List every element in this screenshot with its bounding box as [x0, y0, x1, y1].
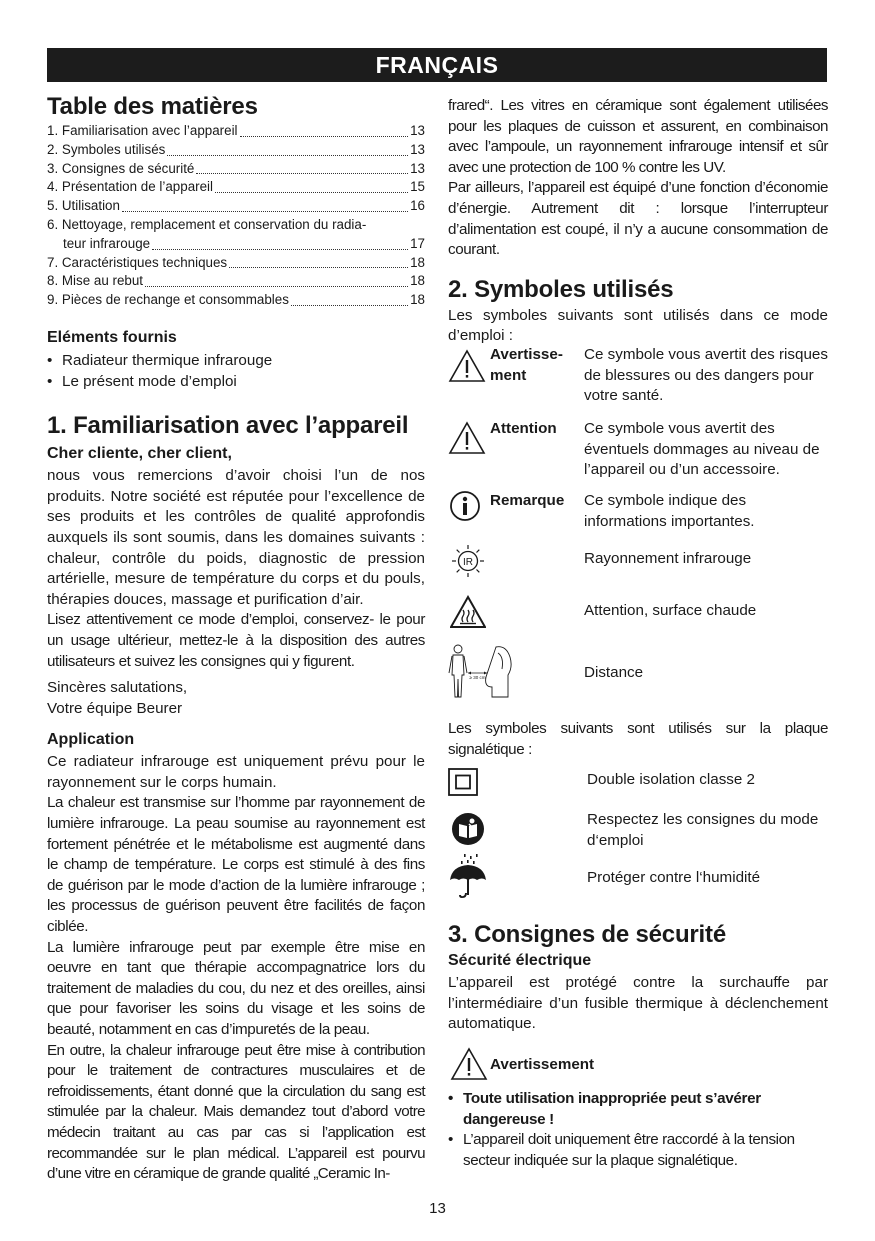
symbol-description: Ce symbole vous avertit des risques de blessures ou des dangers pour votre santé. — [584, 345, 828, 405]
electrical-safety-title: Sécurité électrique — [448, 952, 592, 970]
symbol-row-note — [448, 491, 828, 549]
warning-triangle-icon — [450, 1047, 488, 1086]
symbol-row-attention — [448, 419, 828, 491]
symbols-intro: Les symboles suivants sont utilisés dans ce mode d’emploi : — [448, 306, 828, 345]
symbol-row-infrared — [448, 549, 828, 601]
umbrella-icon — [448, 852, 488, 907]
section1-title: 1. Familiarisation avec l’appareil — [47, 412, 409, 440]
supplied-title: Eléments fournis — [47, 328, 177, 346]
application-paragraph: La chaleur est transmise sur l’homme par rayonnement de lumière infrarouge. La peau soumise au rayonnement est fortement pénétrée et le métabolisme est augmenté dans le champ de température. Le corps est stimulé à des fins de guérison par le mode d’action de la lumière infrarouge ; les processus de guérison peuvent être facilités de façon ciblée. — [47, 794, 425, 936]
info-icon — [449, 490, 481, 527]
toc-item[interactable]: 2. Symboles utilisés 13 — [47, 141, 425, 157]
toc-title: Table des matières — [47, 93, 258, 120]
distance-icon-text: ≥ 30 cm — [469, 674, 486, 680]
symbol-row-distance — [448, 665, 828, 725]
warning-triangle-icon — [448, 349, 486, 388]
symbol-label: Remarque — [490, 491, 565, 509]
symbol-label: Attention — [490, 419, 557, 437]
caution-triangle-icon — [448, 421, 486, 460]
infrared-icon — [450, 543, 486, 584]
symbol-description: Distance — [584, 663, 644, 681]
plate-symbol-row — [448, 768, 828, 812]
symbol-description: Double isolation classe 2 — [587, 771, 756, 789]
toc-item-continued[interactable]: teur infrarouge 17 — [63, 235, 425, 251]
symbol-description: Protéger contre l‘humidité — [587, 869, 761, 887]
toc-item[interactable]: 5. Utilisation 16 — [47, 198, 425, 214]
symbol-description: Attention, surface chaude — [584, 601, 757, 619]
toc-item[interactable]: 1. Familiarisation avec l’appareil 13 — [47, 123, 425, 138]
warning-label: Avertissement — [490, 1055, 595, 1073]
warning-heading — [448, 1049, 828, 1089]
plate-symbols-intro: Les symboles suivants sont utilisés sur la plaque signalétique : — [448, 719, 828, 758]
symbol-description: Rayonnement infrarouge — [584, 549, 752, 567]
symbol-description: Respectez les consignes du mode d‘emploi — [587, 811, 819, 849]
right-column — [448, 96, 828, 1171]
application-paragraph: En outre, la chaleur infrarouge peut être mise à contribution pour le traitement de contractures musculaires et de refroidissements, étant donné que la circulation du sang est stimulée par la chaleur. Mais demandez tout d’abord votre médecin traitant au cas par cas si l’application est recommandée sur le plan médical. L’appareil est pourvu d’une vitre en céramique de grande qualité „Ceramic In- — [47, 1041, 425, 1183]
toc-item[interactable]: 7. Caractéristiques techniques 18 — [47, 254, 425, 270]
symbol-description: Ce symbole vous avertit des éventuels dommages au niveau de l’appareil ou d’un accessoire. — [584, 419, 820, 479]
table-of-contents — [47, 122, 425, 310]
section2-title: 2. Symboles utilisés — [448, 275, 674, 303]
left-column — [47, 92, 425, 1185]
supplied-list — [47, 351, 425, 392]
warning-list — [448, 1089, 828, 1171]
page-number: 13 — [429, 1200, 446, 1217]
toc-item[interactable]: 6. Nettoyage, remplacement et conservation du radia- — [47, 216, 367, 232]
language-banner: FRANÇAIS — [47, 48, 827, 82]
read-manual-icon — [451, 812, 485, 851]
plate-symbol-row — [448, 870, 828, 926]
plate-symbol-row — [448, 812, 828, 870]
application-paragraph: Ce radiateur infrarouge est uniquement prévu pour le rayonnement sur le corps humain. — [47, 753, 425, 791]
application-title: Application — [47, 731, 135, 749]
infrared-icon-text: IR — [463, 556, 473, 568]
toc-item[interactable]: 3. Consignes de sécurité 13 — [47, 160, 425, 176]
toc-item[interactable]: 8. Mise au rebut 18 — [47, 273, 425, 289]
continued-paragraph: Par ailleurs, l’appareil est équipé d’une fonction d’économie d’énergie. Autrement dit : lorsque l’interrupteur d’alimentation est coupé, il n’y a aucune consommation de courant. — [448, 179, 828, 259]
section3-title: 3. Consignes de sécurité — [448, 921, 726, 949]
double-insulation-icon — [448, 768, 478, 801]
continued-paragraph: frared“. Les vitres en céramique sont également utilisées pour les plaques de cuisson et assurent, en combinaison avec l’ampoule, un rayonnement infrarouge intensif et sûr avec une protection de 100 % contre les UV. — [448, 97, 828, 176]
toc-item[interactable]: 4. Présentation de l’appareil 15 — [47, 179, 425, 195]
hot-surface-icon — [450, 595, 486, 634]
application-paragraph: La lumière infrarouge peut par exemple être mise en oeuvre en tant que thérapie accompagnatrice lors du traitement de maladies du cou, du nez et des oreilles, ainsi que pour favoriser les soins du visage et les soins de beauté, notamment en cas d’impuretés de la peau. — [47, 938, 425, 1038]
symbol-row-warning — [448, 347, 828, 419]
read-paragraph: Lisez attentivement ce mode d’emploi, conservez- le pour un usage ultérieur, mettez-le à la disposition des autres utilisateurs et suivez les consignes qui y figurent. — [47, 611, 425, 670]
intro-paragraph: nous vous remercions d’avoir choisi l’un de nos produits. Notre société est réputée pour l’excellence de ses produits et les contrôles de qualité approfondis auxquels ils sont soumis, dans les domaines suivants : chaleur, contrôle du poids, diagnostic de pression artérielle, mesure de température du corps et du pouls, thérapies douces, massage et purification d’air. — [47, 467, 425, 608]
symbol-description: Ce symbole indique des informations importantes. — [584, 491, 755, 530]
list-item: • Le présent mode d’emploi — [47, 372, 425, 393]
symbol-label: Avertisse- ment — [490, 345, 563, 384]
regards: Sincères salutations, — [47, 679, 188, 697]
distance-icon — [448, 643, 518, 706]
list-item: • Radiateur thermique infrarouge — [47, 351, 425, 372]
electrical-safety-text: L’appareil est protégé contre la surchauffe par l’intermédiaire d’un fusible thermique à déclenchement automatique. — [448, 974, 828, 1033]
list-item: • L’appareil doit uniquement être raccordé à la tension secteur indiquée sur la plaque signalétique. — [448, 1130, 828, 1171]
greeting: Cher cliente, cher client, — [47, 445, 232, 463]
team-signature: Votre équipe Beurer — [47, 699, 183, 717]
list-item: • Toute utilisation inappropriée peut s’avérer dangereuse ! — [448, 1089, 828, 1130]
toc-item[interactable]: 9. Pièces de rechange et consommables 18 — [47, 292, 425, 308]
